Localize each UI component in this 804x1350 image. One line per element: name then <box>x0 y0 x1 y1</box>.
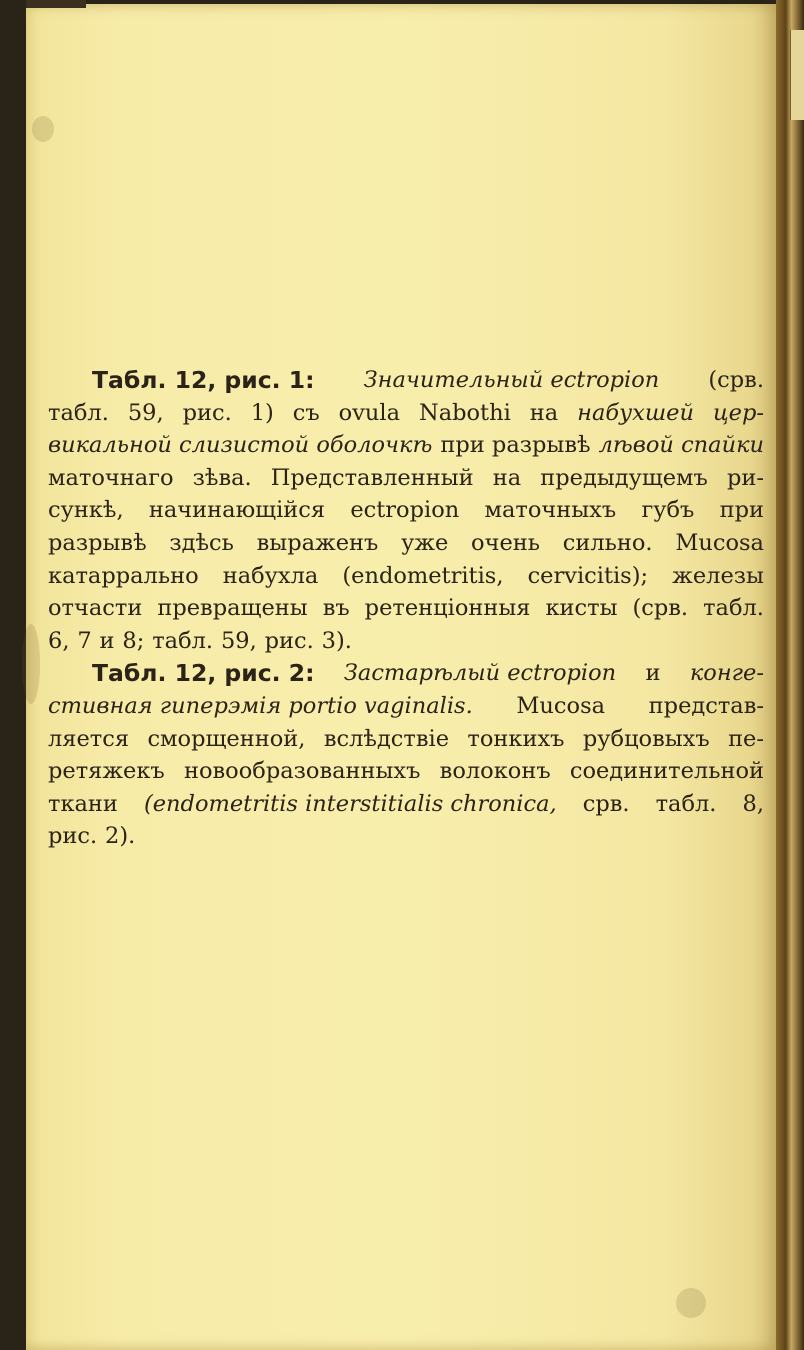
book-spine <box>776 0 804 1350</box>
text-line <box>48 462 764 495</box>
word: превращены <box>157 595 308 622</box>
word: ткани <box>48 790 118 817</box>
text-line <box>48 527 764 560</box>
word: катаррально <box>48 562 199 589</box>
word: маточнаго <box>48 464 174 491</box>
word: Mucosa <box>516 692 606 719</box>
italic-phrase: викальной слизистой оболочкѣ <box>48 432 433 459</box>
word: сильно. <box>562 529 653 556</box>
word: тонкихъ <box>467 725 565 752</box>
text-line <box>48 788 764 821</box>
text-line <box>48 723 764 756</box>
italic-word: цер- <box>712 399 764 426</box>
word: набухла <box>222 562 319 589</box>
italic-phrase: лѣвой спайки <box>598 432 764 459</box>
word: 59, <box>220 627 257 654</box>
word: рис. <box>48 823 98 850</box>
word: (endometritis, <box>342 562 504 589</box>
word: (срв. <box>632 595 689 622</box>
text-line <box>48 560 764 593</box>
word: соединительной <box>569 758 764 785</box>
word: табл. <box>152 627 214 654</box>
word: рис. <box>182 399 232 426</box>
italic-phrase: Значительный ectropion <box>363 367 660 393</box>
word: въ <box>322 595 350 622</box>
word: Mucosa <box>675 529 764 556</box>
figure-reference-heading: Табл. 12, рис. 1: <box>92 366 315 394</box>
text-line <box>48 820 764 853</box>
italic-word: набухшей <box>577 399 694 426</box>
word: очень <box>471 529 541 556</box>
word: рис. <box>264 627 314 654</box>
word: рубцовыхъ <box>582 725 710 752</box>
italic-phrase: Застарѣлый ectropion <box>343 660 617 687</box>
word: губъ <box>641 497 695 524</box>
word: Представленный <box>270 464 474 491</box>
word: ретяжекъ <box>48 758 165 785</box>
word: Nabothi <box>419 399 511 426</box>
word: съ <box>292 399 320 426</box>
text-line <box>48 625 764 658</box>
word: ovula <box>338 399 401 426</box>
italic-word: конге- <box>689 660 764 687</box>
text-line <box>48 494 764 527</box>
word: при <box>719 497 764 524</box>
word: железы <box>672 562 764 589</box>
italic-phrase: стивная гиперэмія portio vaginalis. <box>48 692 473 719</box>
text-line <box>48 755 764 788</box>
edge-shadow-mark <box>22 624 40 704</box>
word: уже <box>401 529 449 556</box>
word: сморщенной, <box>147 725 306 752</box>
word: табл. <box>703 595 764 622</box>
word: (срв. <box>708 367 764 393</box>
word: 6, <box>48 627 70 654</box>
figure-reference-heading: Табл. 12, рис. 2: <box>92 659 315 688</box>
word: начинающійся <box>148 497 326 524</box>
word: 2). <box>105 823 136 850</box>
word: сункѣ, <box>48 497 124 524</box>
top-corner-shadow <box>26 0 86 8</box>
word: ectropion <box>350 497 460 524</box>
text-line <box>48 429 764 462</box>
word: при разрывѣ <box>440 432 591 459</box>
word: cervicitis); <box>527 562 649 589</box>
word: 7 <box>77 627 92 654</box>
smudge-mark <box>676 1288 706 1318</box>
word: 59, <box>127 399 164 426</box>
word: зѣва. <box>192 464 252 491</box>
word: срв. <box>582 790 630 817</box>
word: вслѣдствіе <box>323 725 450 752</box>
word: табл. <box>655 790 717 817</box>
word: 3). <box>321 627 352 654</box>
word: здѣсь <box>169 529 234 556</box>
text-line <box>48 690 764 723</box>
word: предыдущемъ <box>540 464 708 491</box>
word: разрывѣ <box>48 529 147 556</box>
word: на <box>529 399 559 426</box>
word: и <box>99 627 115 654</box>
word: ретенціонныя <box>364 595 531 622</box>
word: представ- <box>648 692 764 719</box>
word: маточныхъ <box>484 497 617 524</box>
word: отчасти <box>48 595 143 622</box>
body-text <box>48 364 764 853</box>
text-line <box>48 657 764 690</box>
italic-phrase: (endometritis interstitialis chronica, <box>143 790 557 817</box>
word: кисты <box>545 595 618 622</box>
word: 8; <box>122 627 145 654</box>
word: табл. <box>48 399 109 426</box>
word: 8, <box>742 790 764 817</box>
ink-blot-mark <box>32 116 54 142</box>
word: 1) <box>250 399 274 426</box>
word: ри- <box>726 464 764 491</box>
word: выраженъ <box>256 529 379 556</box>
text-line <box>48 364 764 397</box>
word: новообразованныхъ <box>183 758 421 785</box>
text-line <box>48 397 764 430</box>
word: и <box>645 660 661 687</box>
word: пе- <box>728 725 764 752</box>
spine-label-strip <box>790 30 804 120</box>
word: волоконъ <box>439 758 551 785</box>
text-line <box>48 592 764 625</box>
word: на <box>492 464 522 491</box>
word: ляется <box>48 725 130 752</box>
